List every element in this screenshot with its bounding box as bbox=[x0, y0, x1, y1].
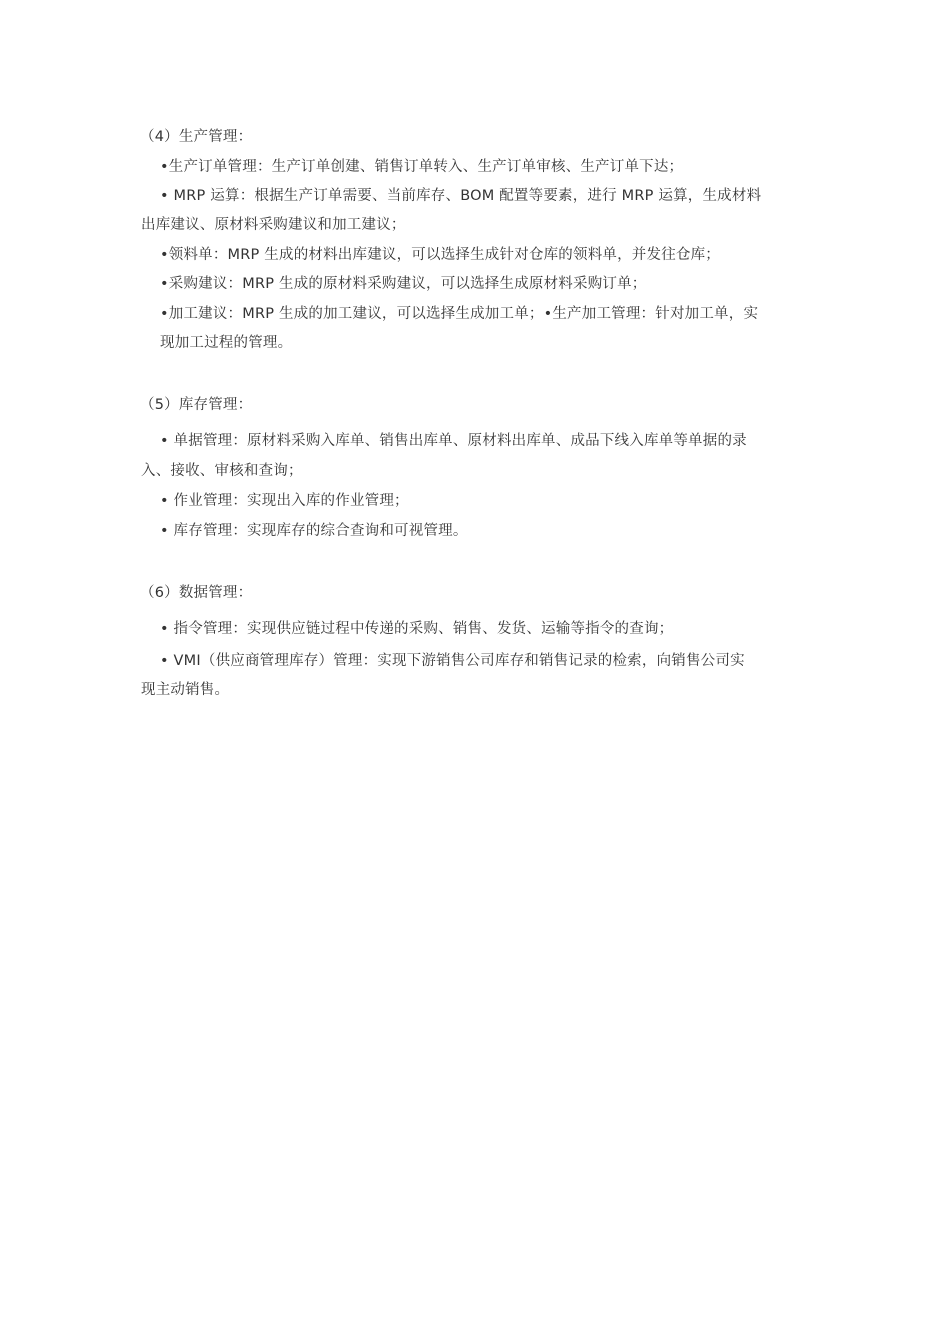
list-item-purchase-suggestion: •采购建议：MRP 生成的原材料采购建议，可以选择生成原材料采购订单； bbox=[160, 276, 647, 292]
list-item-picking-list: •领料单：MRP 生成的材料出库建议，可以选择生成针对仓库的领料单，并发往仓库； bbox=[160, 247, 720, 263]
list-item-vmi-continued: 现主动销售。 bbox=[141, 682, 230, 698]
list-item-mrp-continued: 出库建议、原材料采购建议和加工建议； bbox=[141, 217, 406, 233]
list-item-processing-suggestion: •加工建议：MRP 生成的加工建议，可以选择生成加工单；•生产加工管理：针对加工单，实 bbox=[160, 306, 759, 322]
section-heading-inventory: （5）库存管理： bbox=[140, 397, 253, 413]
list-item-operations: • 作业管理：实现出入库的作业管理； bbox=[160, 493, 409, 509]
section-heading-production: （4）生产管理： bbox=[140, 129, 253, 145]
list-item-documents: • 单据管理：原材料采购入库单、销售出库单、原材料出库单、成品下线入库单等单据的录 bbox=[160, 433, 747, 449]
list-item-vmi: • VMI（供应商管理库存）管理：实现下游销售公司库存和销售记录的检索，向销售公司实 bbox=[160, 653, 745, 669]
section-heading-data: （6）数据管理： bbox=[140, 585, 253, 601]
list-item-instructions: • 指令管理：实现供应链过程中传递的采购、销售、发货、运输等指令的查询； bbox=[160, 621, 674, 637]
list-item-processing-continued: 现加工过程的管理。 bbox=[160, 335, 293, 351]
list-item-stock: • 库存管理：实现库存的综合查询和可视管理。 bbox=[160, 523, 468, 539]
list-item-mrp: • MRP 运算：根据生产订单需要、当前库存、BOM 配置等要素，进行 MRP 运算，生成材料 bbox=[160, 188, 762, 204]
list-item-documents-continued: 入、接收、审核和查询； bbox=[141, 463, 303, 479]
list-item-production-order: •生产订单管理：生产订单创建、销售订单转入、生产订单审核、生产订单下达； bbox=[160, 159, 684, 175]
